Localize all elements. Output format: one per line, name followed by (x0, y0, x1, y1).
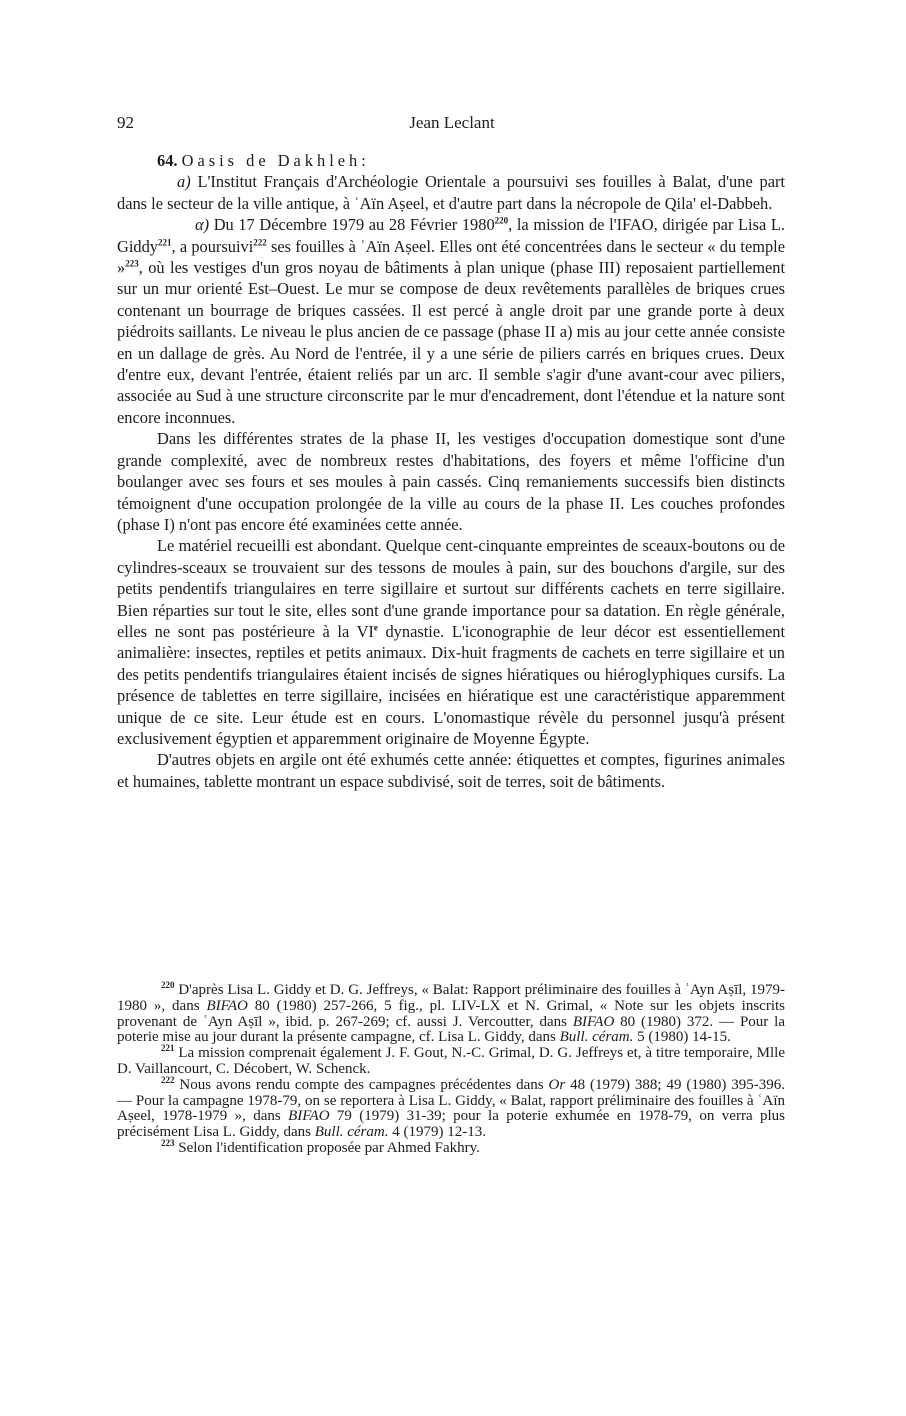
paragraph-text: , où les vestiges d'un gros noyau de bâtiments à plan unique (phase III) reposaient partiellement sur un mur orienté Est–Ouest. Le mur se compose de deux revêtements parallèles de briques crues contenant un bourrage de briques cassées. Il est percé à angle droit par une grande porte à deux piédroits saillants. Le niveau le plus ancien de ce passage (phase II a) mis au jour cette année consiste en un dallage de grès. Au Nord de l'entrée, il y a une série de piliers carrés en briques crues. Deux d'entre eux, devant l'entrée, étaient reliés par un arc. Il semble s'agir d'une avant-cour avec piliers, associée au Sud à une structure circonscrite par le mur d'encadrement, dont l'étendue et la nature sont encore inconnues. (117, 258, 785, 427)
paragraph-objets: D'autres objets en argile ont été exhumés cette année: étiquettes et comptes, figurines animales et humaines, tablette montrant un espace subdivisé, soit de terres, soit de bâtiments. (117, 750, 785, 791)
footnote-italic: Bull. céram. (559, 1029, 634, 1046)
paragraph-text: dynastie. L'iconographie de leur décor est essentiellement animalière: insectes, reptiles et petits animaux. Dix-huit fragments de cachets en terre sigillaire et un des petits pendentifs triangulaires étaient incisés de signes hiératiques ou hiéroglyphiques cursifs. La présence de tablettes en terre sigillaire, incisées en hiératique est une caractéristique apparemment unique de ce site. Leur étude est en cours. L'onomastique révèle du personnel jusqu'à présent exclusivement égyptien et apparemment originaire de Moyenne Égypte. (117, 621, 785, 748)
footnote-italic: BIFAO (206, 997, 248, 1014)
footnote-text: La mission comprenait également J. F. Gout, N.-C. Grimal, D. G. Jeffreys et, à titre temporaire, Mlle D. Vaillancourt, C. Décobert, W. Schenck. (117, 1045, 785, 1077)
page-number: 92 (117, 113, 134, 132)
paragraph-label-alpha: α) (195, 215, 210, 235)
footnote-text: D'après Lisa L. Giddy et D. G. Jeffreys, « Balat: Rapport préliminaire des fouilles à ʿAyn Aṣīl, 1979-1980 », dans (117, 982, 785, 1014)
paragraph-text: Du 17 Décembre 1979 au 28 Février 1980 (213, 215, 495, 235)
main-text (117, 150, 785, 792)
footnote-text: Selon l'identification proposée par Ahmed Fakhry. (174, 1139, 480, 1156)
footnote-number: 223 (161, 1137, 175, 1148)
footnote-text: Nous avons rendu compte des campagnes précédentes dans (174, 1076, 549, 1093)
footnote-ref: 222 (253, 237, 267, 248)
footnote-text: 79 (1979) 31-39; pour la poterie exhumée en 1978-79, on verra plus précisément Lisa L. Giddy, dans (117, 1108, 785, 1141)
paragraph-text: ses fouilles à ʿAïn Aṣeel. Elles ont été concentrées dans le secteur « du temple » (117, 236, 785, 278)
footnote-italic: BIFAO (572, 1013, 615, 1030)
footnote-text: 5 (1980) 14-15. (633, 1029, 731, 1046)
paragraph-materiel (117, 535, 785, 749)
footnote-ref: 220 (494, 215, 509, 226)
paragraph-text: L'Institut Français d'Archéologie Orientale a poursuivi ses fouilles à Balat, d'une part dans le secteur de la ville antique, à ʿAïn Aṣeel, et d'autre part dans la nécropole de Qila' el-Dabbeh. (117, 172, 785, 213)
footnote-italic: Or (548, 1076, 566, 1093)
footnote-223 (117, 1137, 785, 1157)
footnote-text: 4 (1979) 12-13. (388, 1124, 486, 1141)
paragraph-intro-a (117, 171, 785, 214)
page-header (117, 113, 787, 137)
footnotes (117, 980, 786, 1157)
footnote-number: 220 (161, 980, 175, 990)
section-number: 64. (157, 151, 178, 170)
footnote-text: 48 (1979) 388; 49 (1980) 395-396. — Pour la campagne 1978-79, on se reportera à Lisa L. Giddy, « Balat, rapport préliminaire des fouilles à ʿAïn Aṣeel, 1978-1979 », dans (117, 1076, 785, 1125)
footnote-italic: BIFAO (288, 1108, 330, 1125)
footnote-number: 221 (161, 1043, 175, 1054)
section-title: Oasis de Dakhleh: (181, 151, 370, 170)
paragraph-alpha (117, 214, 785, 428)
footnote-number: 222 (161, 1074, 175, 1085)
footnote-text: 80 (1980) 372. — Pour la poterie mise au jour durant la présente campagne, cf. Lisa L. Giddy, dans (117, 1013, 786, 1046)
footnote-text: 80 (1980) 257-266, 5 fig., pl. LIV-LX et N. Grimal, « Note sur les objets inscrits provenant de ʿAyn Aṣīl », ibid. p. 267-269; cf. aussi J. Vercoutter, dans (117, 997, 785, 1030)
footnote-222 (117, 1074, 785, 1141)
footnote-220 (117, 980, 786, 1046)
footnote-221 (117, 1043, 785, 1078)
footnote-italic: Bull. céram. (314, 1124, 389, 1141)
running-head: Jean Leclant (409, 113, 495, 132)
paragraph-text: Le matériel recueilli est abondant. Quelque cent-cinquante empreintes de sceaux-boutons ou de cylindres-sceaux se trouvaient sur des tessons de moules à pain, sur des bouchons d'argile, sur des petits pendentifs triangulaires en terre sigillaire et surtout sur différents cachets en terre sigillaire. Bien réparties sur tout le site, elles sont d'une grande importance pour sa datation. En règle générale, elles ne sont pas postérieure à la VI (117, 536, 785, 641)
paragraph-text: , a poursuivi (171, 236, 254, 256)
paragraph-strates: Dans les différentes strates de la phase II, les vestiges d'occupation domestique sont d'une grande complexité, avec de nombreux restes d'habitations, des foyers et même l'officine d'un boulanger avec ses fours et ses moules à pain cassés. Cinq remaniements successifs bien distincts témoignent d'une occupation prolongée de la ville au cours de la phase II. Les couches profondes (phase I) n'ont pas encore été examinées cette année. (117, 429, 785, 534)
footnote-ref: 223 (125, 258, 139, 269)
superscript: e (373, 622, 378, 633)
paragraph-text: , la mission de l'IFAO, dirigée par Lisa L. Giddy (117, 215, 785, 256)
footnote-ref: 221 (157, 237, 172, 248)
paragraph-label-a: a) (177, 172, 191, 192)
section-heading (117, 150, 785, 171)
